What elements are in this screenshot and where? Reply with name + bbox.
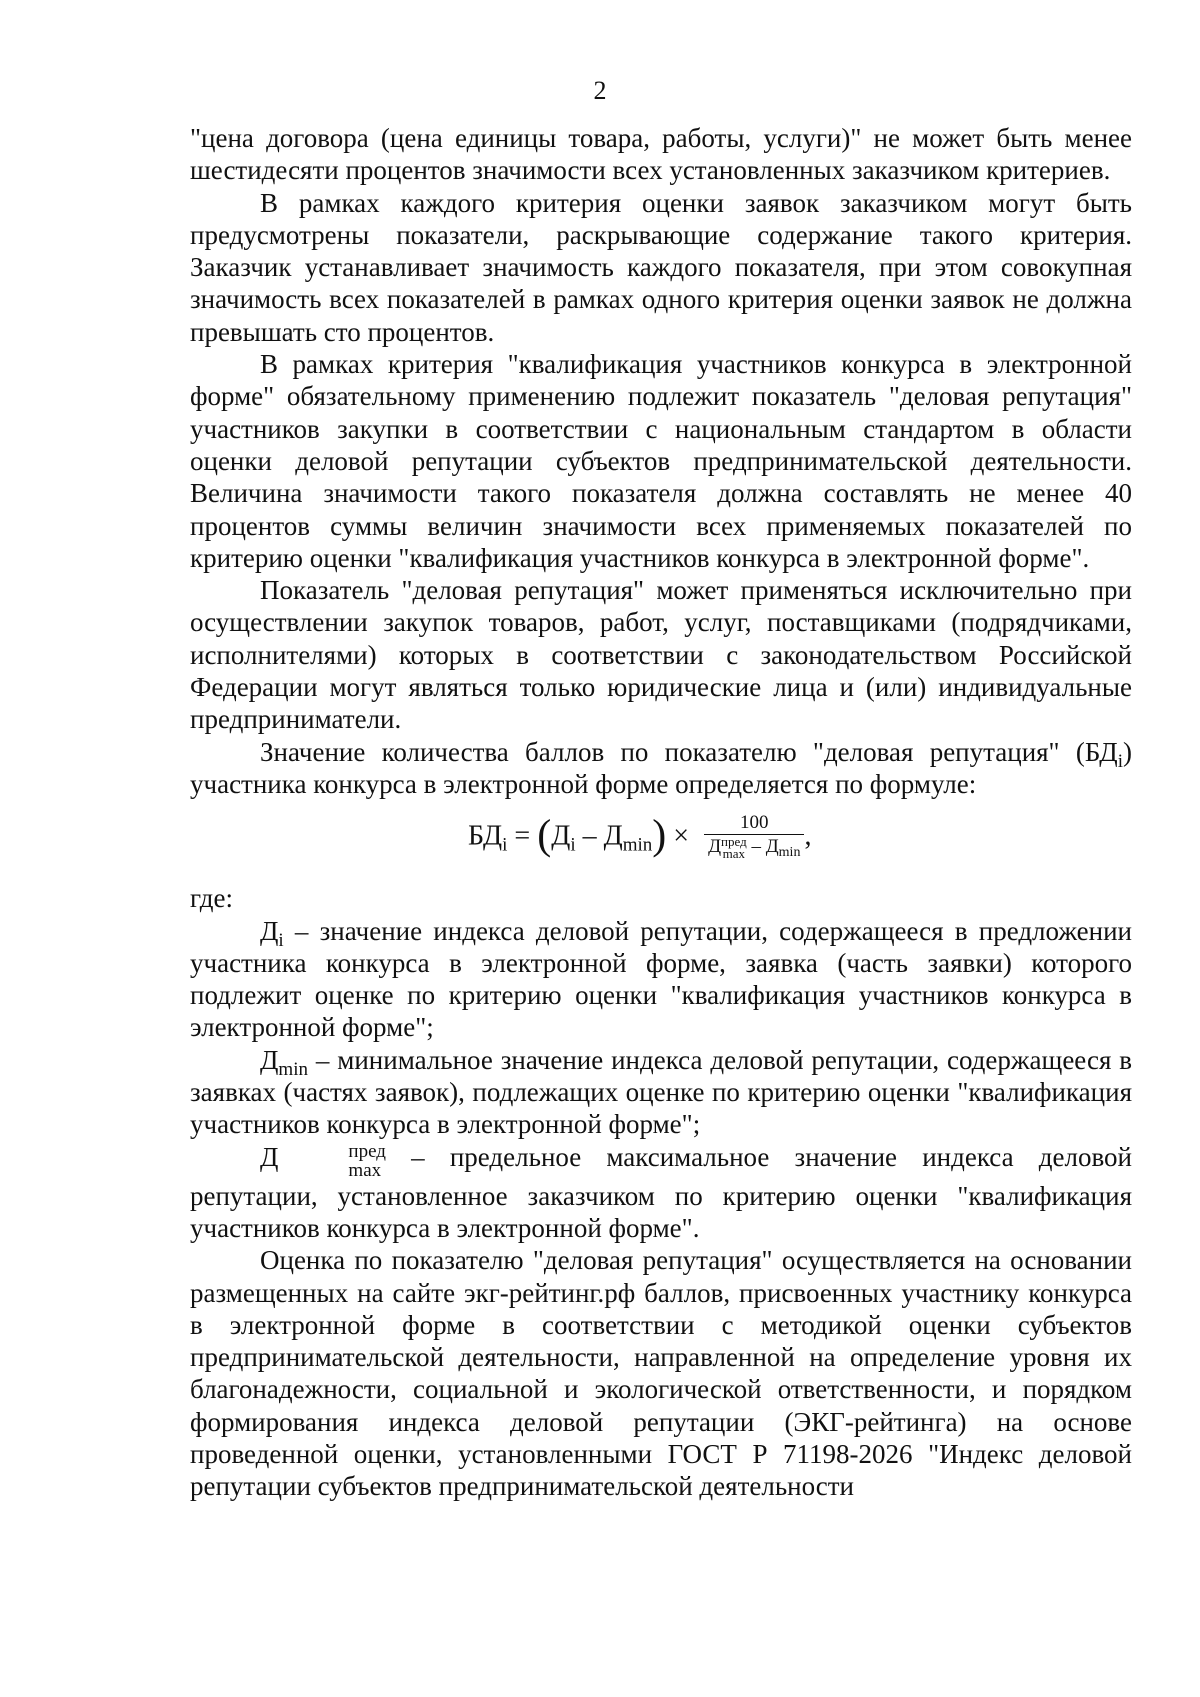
fraction-denominator <box>704 835 804 860</box>
definition-di <box>190 915 1132 1044</box>
definition-dmin <box>190 1044 1132 1141</box>
where-label: где: <box>190 883 233 914</box>
formula-minus: – <box>575 820 604 852</box>
formula-comma: , <box>804 820 812 852</box>
formula-block <box>190 800 1132 882</box>
denominator-dmax-sub: max <box>722 846 746 862</box>
def-dmax-sup: пред <box>348 1140 386 1162</box>
denominator-minus: – <box>746 836 766 858</box>
paragraph-score-intro <box>190 736 1132 801</box>
formula-times: × <box>666 820 697 852</box>
def-di-symbol: Д <box>260 915 279 946</box>
denominator-dmin: Д <box>765 836 779 858</box>
formula-dmin: Д <box>603 820 623 852</box>
page-number: 2 <box>593 76 607 105</box>
formula-d: Д <box>551 820 571 852</box>
formula-equals: = <box>507 820 538 852</box>
paragraph-price-criterion: "цена договора (цена единицы товара, работы, услуги)" не может быть менее шестидесяти процентов значимости всех установленных заказчиком критериев. <box>190 123 1132 186</box>
def-di-text: – значение индекса деловой репутации, содержащееся в предложении участника конкурса в электронной форме, заявка (часть заявки) которого подлежит оценке по критерию оценки "квалификация участников конкурса в электронной форме"; <box>190 915 1132 1043</box>
score-intro-end: ) участника конкурса в электронной форме определяется по формуле: <box>190 736 1132 799</box>
formula-d-sub: i <box>570 834 576 856</box>
formula-fraction <box>704 812 804 860</box>
formula-close-paren: ) <box>652 812 667 859</box>
paragraph-qualification: В рамках критерия "квалификация участников конкурса в электронной форме" обязательному применению подлежит показатель "деловая репутация" участников закупки в соответствии с национальным стандартом в области оценки деловой репутации субъектов предпринимательской деятельности. Величина значимости такого показателя должна составлять не менее 40 процентов суммы величин значимости всех применяемых показателей по критерию оценки "квалификация участников конкурса в электронной форме". <box>190 349 1132 573</box>
def-dmax-text: – предельное максимальное значение индекса деловой репутации, установленное заказчиком по критерию оценки "квалификация участников конкурса в электронной форме". <box>190 1141 1132 1243</box>
formula-lhs-sub: i <box>502 834 508 856</box>
score-intro-sub: i <box>1117 750 1123 772</box>
paragraph-evaluation-basis: Оценка по показателю "деловая репутация" осуществляется на основании размещенных на сайте экг-рейтинг.рф баллов, присвоенных участнику конкурса в электронной форме в соответствии с методикой оценки субъектов предпринимательской деятельности, направленной на определение уровня их благонадежности, социальной и экологической ответственности, и порядком формирования индекса деловой репутации (ЭКГ-рейтинга) на основе проведенной оценки, установленными ГОСТ Р 71198-2026 "Индекс деловой репутации субъектов предпринимательской деятельности <box>190 1245 1132 1502</box>
def-dmin-symbol: Д <box>260 1044 279 1075</box>
denominator-dmax-scripts <box>721 833 747 862</box>
def-dmin-text: – минимальное значение индекса деловой репутации, содержащееся в заявках (частях заявок), подлежащих оценке по критерию оценки "квалификация участников конкурса в электронной форме"; <box>190 1044 1132 1140</box>
fraction-numerator: 100 <box>704 812 804 835</box>
formula-open-paren: ( <box>537 812 552 859</box>
def-di-sub: i <box>278 929 284 951</box>
score-intro-start: Значение количества баллов по показателю "деловая репутация" (БД <box>260 736 1118 767</box>
paragraph-indicators: В рамках каждого критерия оценки заявок заказчиком могут быть предусмотрены показатели, раскрывающие содержание такого критерия. Заказчик устанавливает значимость каждого показателя, при этом совокупная значимость всех показателей в рамках одного критерия оценки заявок не должна превышать сто процентов. <box>190 187 1132 347</box>
denominator-dmax-sup: пред <box>721 833 747 849</box>
def-dmax-scripts <box>278 1142 386 1180</box>
denominator-dmin-sub: min <box>778 845 801 861</box>
definition-dmax <box>190 1141 1132 1245</box>
formula-lhs: БД <box>468 820 503 852</box>
formula-dmin-sub: min <box>622 834 653 856</box>
def-dmin-sub: min <box>278 1058 308 1080</box>
def-dmax-symbol: Д <box>260 1141 279 1172</box>
paragraph-reputation-usage: Показатель "деловая репутация" может применяться исключительно при осуществлении закупок товаров, работ, услуг, поставщиками (подрядчиками, исполнителями) которых в соответствии с законодательством Российской Федерации могут являться только юридические лица и (или) индивидуальные предприниматели. <box>190 575 1132 735</box>
score-formula <box>468 814 811 862</box>
denominator-dmax: Д <box>708 836 722 858</box>
def-dmax-sub: max <box>348 1159 382 1181</box>
document-body <box>190 122 1132 1503</box>
